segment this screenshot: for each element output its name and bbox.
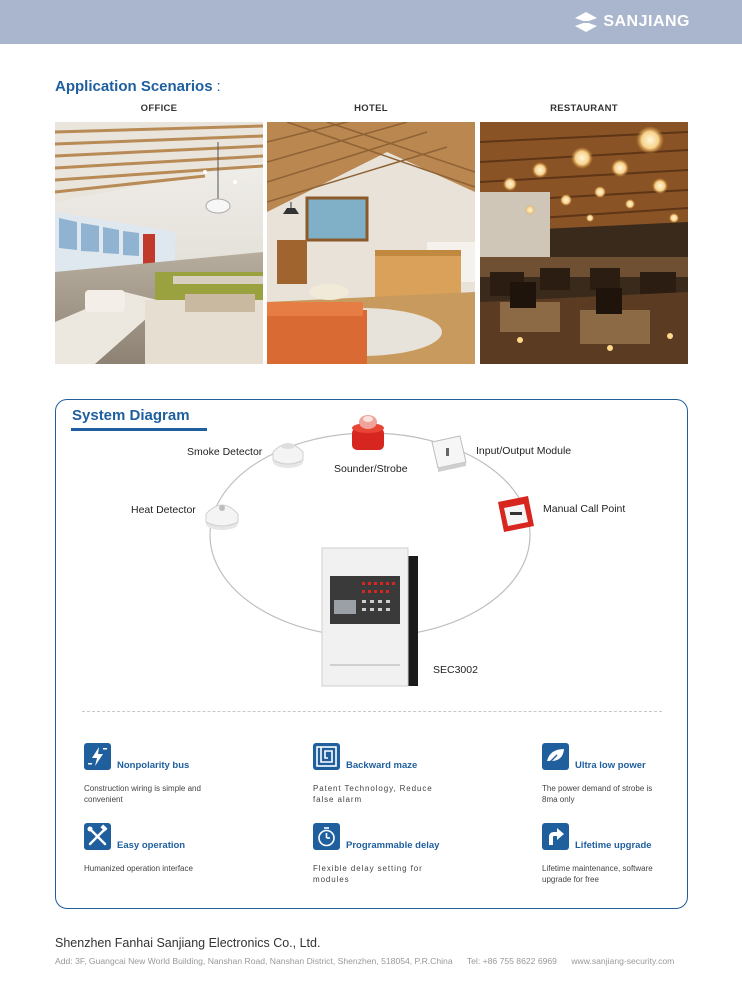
heat-detector-icon xyxy=(206,505,238,530)
divider xyxy=(82,711,662,712)
smoke-detector-label: Smoke Detector xyxy=(187,446,263,458)
io-module-icon xyxy=(432,436,466,472)
smoke-detector-icon xyxy=(273,443,303,468)
sounder-strobe-label: Sounder/Strobe xyxy=(334,463,408,475)
feature-desc-programmable-delay: Flexible delay setting for modules xyxy=(313,864,423,884)
application-title-text: Application Scenarios xyxy=(55,78,213,95)
feature-desc-nonpolarity: Construction wiring is simple and convenient xyxy=(84,784,201,804)
feature-desc-ultra-low-power: The power demand of strobe is 8ma only xyxy=(542,784,653,804)
feature-title-backward-maze: Backward maze xyxy=(346,760,418,771)
manual-call-point-label: Manual Call Point xyxy=(543,503,626,515)
company-name: Shenzhen Fanhai Sanjiang Electronics Co., Ltd. xyxy=(55,936,321,950)
feature-desc-easy-operation: Humanized operation interface xyxy=(84,864,193,873)
company-tel: Tel: +86 755 8622 6969 xyxy=(466,956,557,966)
control-panel-icon xyxy=(322,548,418,686)
maze-icon xyxy=(313,743,340,770)
system-diagram-title: System Diagram xyxy=(72,407,190,424)
brand-name: SANJIANG xyxy=(603,13,690,30)
lightning-icon xyxy=(84,743,111,770)
timer-icon xyxy=(313,823,340,850)
feature-title-nonpolarity: Nonpolarity bus xyxy=(117,760,190,771)
scene-label-office: OFFICE xyxy=(140,103,178,114)
tools-icon xyxy=(84,823,111,850)
title-colon: : xyxy=(216,78,221,95)
feature-title-easy-operation: Easy operation xyxy=(117,840,186,851)
leaf-icon xyxy=(542,743,569,770)
heat-detector-label: Heat Detector xyxy=(131,504,196,516)
feature-desc-backward-maze: Patent Technology, Reduce false alarm xyxy=(313,784,433,804)
scene-label-restaurant: RESTAURANT xyxy=(550,103,618,114)
footer-contact xyxy=(55,956,686,966)
sounder-strobe-icon xyxy=(352,415,384,450)
upgrade-arrow-icon xyxy=(542,823,569,850)
feature-title-programmable-delay: Programmable delay xyxy=(346,840,440,851)
feature-title-lifetime-upgrade: Lifetime upgrade xyxy=(575,840,652,851)
company-address: Add: 3F, Guangcai New World Building, Nanshan Road, Nanshan District, Shenzhen, 518054, P.R.China xyxy=(55,956,453,966)
feature-desc-lifetime-upgrade: Lifetime maintenance, software upgrade for free xyxy=(542,864,653,884)
io-module-label: Input/Output Module xyxy=(476,445,572,457)
scene-label-hotel: HOTEL xyxy=(354,103,388,114)
company-website[interactable]: www.sanjiang-security.com xyxy=(571,956,675,966)
panel-model-label: SEC3002 xyxy=(433,664,478,676)
manual-call-point-icon xyxy=(498,496,534,532)
feature-title-ultra-low-power: Ultra low power xyxy=(575,760,646,771)
